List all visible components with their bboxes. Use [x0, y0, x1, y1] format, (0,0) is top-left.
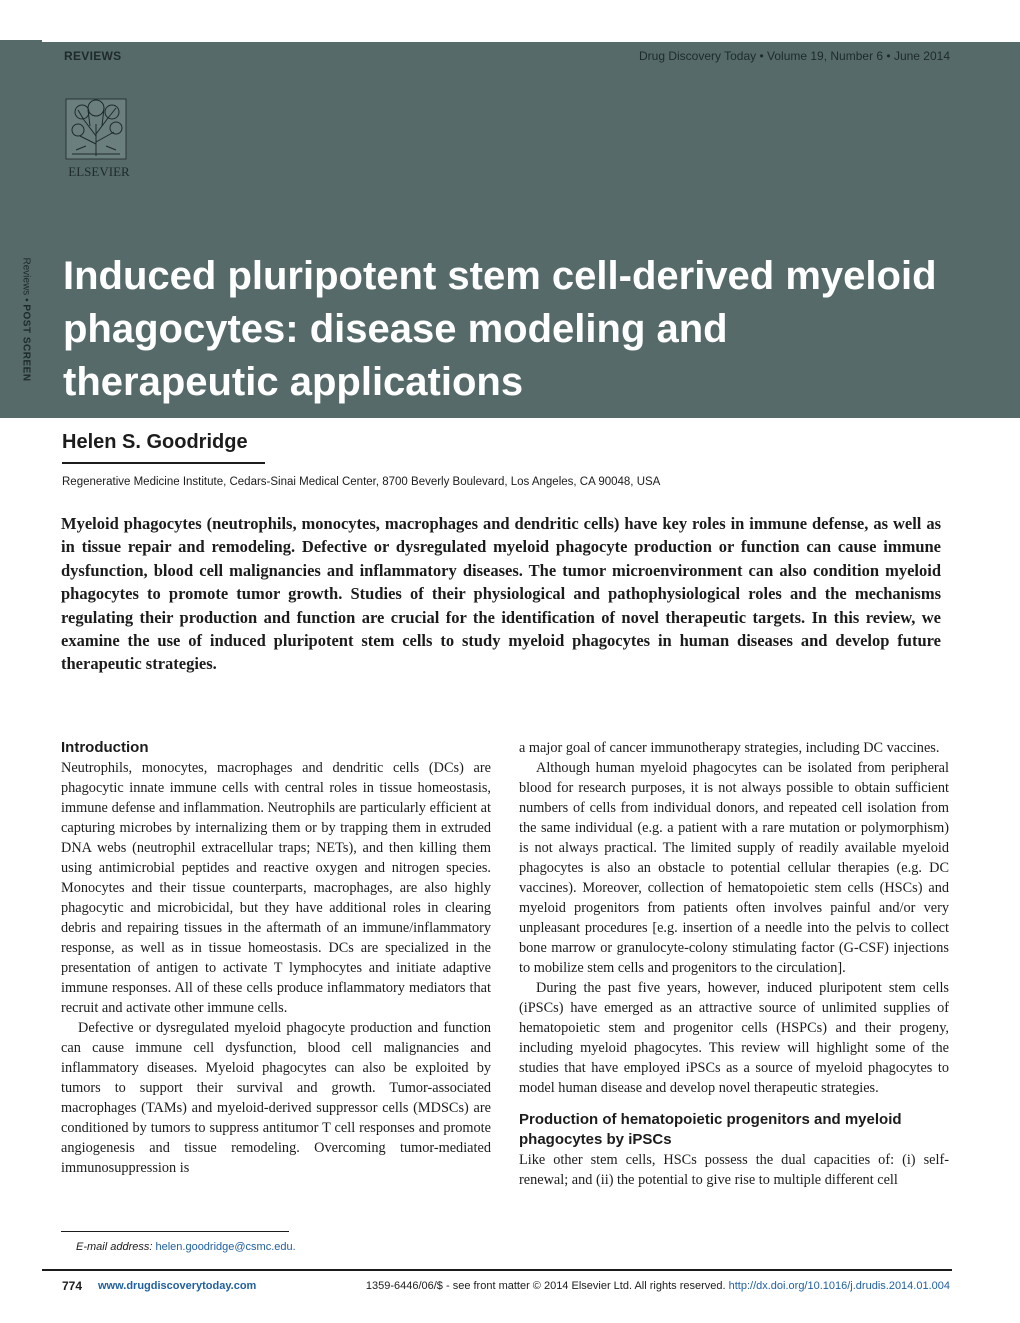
- email-link[interactable]: helen.goodridge@csmc.edu.: [155, 1241, 296, 1253]
- right-paragraph-1: a major goal of cancer immunotherapy strategies, including DC vaccines.: [519, 740, 940, 756]
- website-link[interactable]: www.drugdiscoverytoday.com: [98, 1280, 257, 1292]
- right-column: [519, 738, 949, 1190]
- right-paragraph-3: During the past five years, however, induced pluripotent stem cells (iPSCs) have emerged as an attractive source of unlimited supplies of hematopoietic stem and progenitor cells (HSPCs) and their progeny, including myeloid phagocytes. This review will highlight some of the studies that have employed iPSCs as a source of myeloid phagocytes to model human disease and develop novel therapeutic strategies.: [519, 980, 949, 1096]
- intro-heading: Introduction: [61, 739, 149, 756]
- copyright-line: [366, 1280, 950, 1292]
- footnote-rule: [61, 1231, 289, 1232]
- elsevier-tree-icon: [60, 96, 138, 182]
- footnote-label: E-mail address:: [76, 1241, 153, 1253]
- intro-paragraph-2: Defective or dysregulated myeloid phagocyte production and function can cause immune cell dysfunction, blood cell malignancies and inflammatory diseases. Myeloid phagocytes can also be exploited by tumors to support their survival and growth. Tumor-associated macrophages (TAMs) and myeloid-derived suppressor cells (MDSCs) are conditioned by tumors to suppress antitumor T cell responses and promote angiogenesis and tissue remodeling. Overcoming tumor-mediated immunosuppression is: [61, 1020, 491, 1176]
- author-name: Helen S. Goodridge: [62, 431, 248, 453]
- intro-paragraph-1: Neutrophils, monocytes, macrophages and dendritic cells (DCs) are phagocytic innate immune cells with central roles in tissue homeostasis, immune defense and inflammation. Neutrophils are particularly efficient at capturing microbes by internalizing them or by trapping them in extruded DNA webs (neutrophil extracellular traps; NETs), and then killing them using antimicrobial peptides and reactive oxygen and nitrogen species. Monocytes and their tissue counterparts, macrophages, are also highly phagocytic and microbicidal, but they have additional roles in clearing debris and repairing tissues in the aftermath of an immune/inflammatory response, as well as in tissue homeostasis. DCs are specialized in the presentation of antigen to activate T lymphocytes and initiate adaptive immune responses. All of these cells produce inflammatory mediators that recruit and activate other immune cells.: [61, 760, 491, 1016]
- copyright-text: 1359-6446/06/$ - see front matter © 2014 Elsevier Ltd. All rights reserved.: [365, 1280, 726, 1292]
- side-tab-text: Reviews • POST SCREEN: [20, 257, 32, 382]
- right-paragraph-2: Although human myeloid phagocytes can be isolated from peripheral blood for research purposes, it is not always possible to obtain sufficient numbers of cells from individual donors, and repeated cell isolation from the same individual (e.g. a patient with a rare mutation or polymorphism) is not always practical. The limited supply of readily available myeloid phagocytes is also an obstacle to potential cellular therapies (e.g. DC vaccines). Moreover, collection of hematopoietic stem cells (HSCs) and myeloid progenitors from patients often involves painful and/or very unpleasant procedures [e.g. insertion of a needle into the pelvis to collect bone marrow or granulocyte-colony stimulating factor (G-CSF) injections to mobilize stem cells and progenitors to the circulation].: [519, 760, 949, 976]
- elsevier-logo: [60, 96, 138, 182]
- header-top-rule: [42, 40, 1020, 42]
- article-title: Induced pluripotent stem cell-derived myeloid phagocytes: disease modeling and therapeutic applications: [63, 254, 937, 404]
- abstract: Myeloid phagocytes (neutrophils, monocytes, macrophages and dendritic cells) have key roles in immune defense, as well as in tissue repair and remodeling. Defective or dysregulated myeloid phagocyte production or function can cause immune dysfunction, blood cell malignancies and inflammatory diseases. The tumor microenvironment can also condition myeloid phagocytes to promote tumor growth. Studies of their physiological and pathophysiological roles and the mechanisms regulating their production and function are crucial for the identification of novel therapeutic targets. In this review, we examine the use of induced pluripotent stem cells to study myeloid phagocytes in human diseases and develop future therapeutic strategies.: [61, 514, 941, 674]
- section2-heading: Production of hematopoietic progenitors and myeloid phagocytes by iPSCs: [519, 1111, 902, 1148]
- author-affiliation: Regenerative Medicine Institute, Cedars-Sinai Medical Center, 8700 Beverly Boulevard, Los Angeles, CA 90048, USA: [62, 476, 661, 488]
- svg-text:ELSEVIER: ELSEVIER: [68, 164, 130, 179]
- doi-link[interactable]: http://dx.doi.org/10.1016/j.drudis.2014.01.004: [728, 1280, 950, 1292]
- author-rule: [62, 462, 265, 464]
- section2-paragraph-1: Like other stem cells, HSCs possess the dual capacities of: (i) self-renewal; and (ii) the potential to give rise to multiple different cell: [519, 1152, 949, 1188]
- journal-info: Drug Discovery Today • Volume 19, Number 6 • June 2014: [638, 49, 950, 63]
- side-section-tab: [16, 257, 36, 402]
- footnote: [76, 1241, 296, 1253]
- left-column: [61, 738, 491, 1178]
- footer-rule: [42, 1269, 952, 1271]
- page-number: 774: [62, 1279, 83, 1293]
- section-label: REVIEWS: [64, 49, 122, 63]
